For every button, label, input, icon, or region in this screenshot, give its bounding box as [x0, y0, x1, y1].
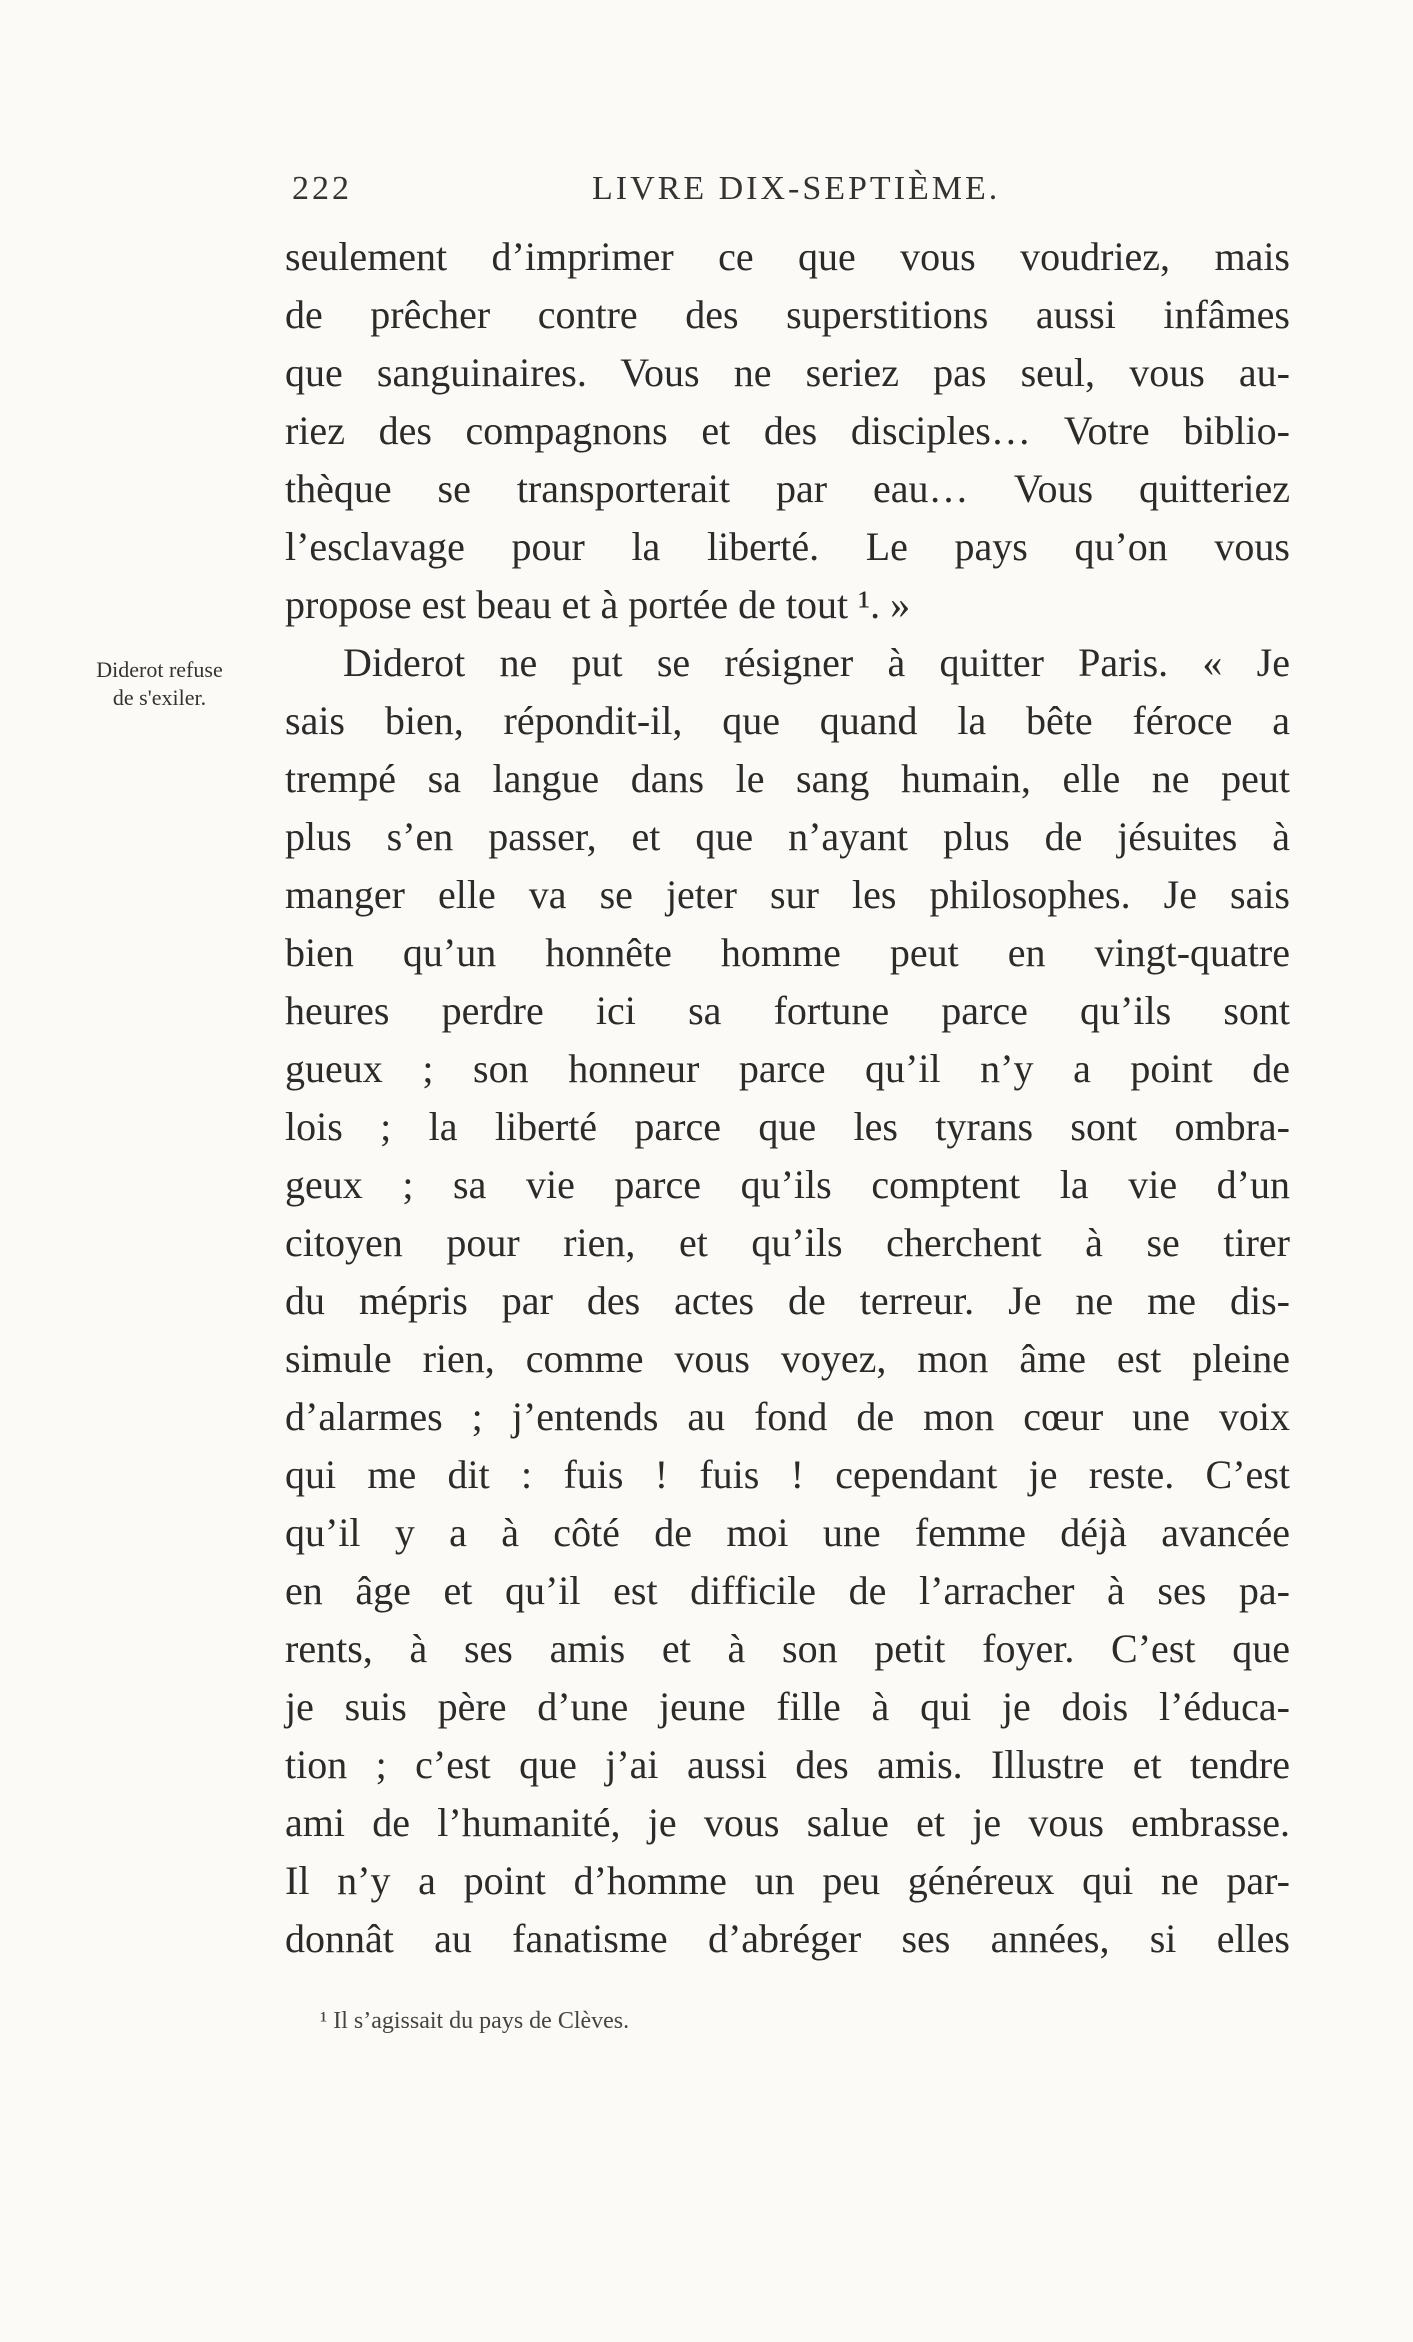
text-line: qui me dit : fuis ! fuis ! cependant je reste. C’est — [285, 1452, 1290, 1497]
text-line: thèque se transporterait par eau… Vous quitteriez — [285, 466, 1290, 511]
text-line: gueux ; son honneur parce qu’il n’y a point de — [285, 1046, 1290, 1091]
text-line: donnât au fanatisme d’abréger ses années, si elles — [285, 1916, 1290, 1961]
marginal-note-line: de s'exiler. — [112, 685, 207, 710]
page-number: 222 — [292, 170, 352, 207]
text-line: rents, à ses amis et à son petit foyer. C’est que — [285, 1626, 1290, 1671]
text-line: tion ; c’est que j’ai aussi des amis. Illustre et tendre — [285, 1742, 1290, 1787]
text-line: plus s’en passer, et que n’ayant plus de jésuites à — [285, 814, 1290, 859]
text-line: citoyen pour rien, et qu’ils cherchent à se tirer — [285, 1220, 1290, 1265]
text-line: heures perdre ici sa fortune parce qu’ils sont — [285, 988, 1290, 1033]
text-line: ami de l’humanité, je vous salue et je vous embrasse. — [285, 1800, 1290, 1845]
text-line: que sanguinaires. Vous ne seriez pas seul, vous au- — [285, 350, 1290, 395]
text-line: Il n’y a point d’homme un peu généreux qui ne par- — [285, 1858, 1290, 1903]
text-line: en âge et qu’il est difficile de l’arracher à ses pa- — [285, 1568, 1290, 1613]
footnote: ¹ Il s’agissait du pays de Clèves. — [320, 2008, 630, 2034]
text-line: de prêcher contre des superstitions aussi infâmes — [285, 292, 1290, 337]
text-line: d’alarmes ; j’entends au fond de mon cœur une voix — [285, 1394, 1290, 1439]
marginal-note-line: Diderot refuse — [96, 657, 223, 682]
text-line: je suis père d’une jeune fille à qui je dois l’éduca- — [285, 1684, 1290, 1729]
marginal-note — [52, 656, 267, 712]
text-line: trempé sa langue dans le sang humain, elle ne peut — [285, 756, 1290, 801]
text-line: manger elle va se jeter sur les philosophes. Je sais — [285, 872, 1290, 917]
text-line: l’esclavage pour la liberté. Le pays qu’on vous — [285, 524, 1290, 569]
text-line: propose est beau et à portée de tout ¹. » — [285, 582, 911, 627]
text-line: qu’il y a à côté de moi une femme déjà avancée — [285, 1510, 1290, 1555]
text-line: simule rien, comme vous voyez, mon âme est pleine — [285, 1336, 1290, 1381]
text-line: lois ; la liberté parce que les tyrans sont ombra- — [285, 1104, 1290, 1149]
text-line: Diderot ne put se résigner à quitter Paris. « Je — [343, 640, 1290, 685]
body-text — [285, 228, 1290, 1968]
text-line: riez des compagnons et des disciples… Votre biblio- — [285, 408, 1290, 453]
running-title: LIVRE DIX-SEPTIÈME. — [592, 170, 1001, 207]
page-header — [280, 170, 1290, 220]
text-line: geux ; sa vie parce qu’ils comptent la vie d’un — [285, 1162, 1290, 1207]
text-line: du mépris par des actes de terreur. Je ne me dis- — [285, 1278, 1290, 1323]
text-line: sais bien, répondit-il, que quand la bête féroce a — [285, 698, 1290, 743]
text-line: seulement d’imprimer ce que vous voudriez, mais — [285, 234, 1290, 279]
text-line: bien qu’un honnête homme peut en vingt-quatre — [285, 930, 1290, 975]
